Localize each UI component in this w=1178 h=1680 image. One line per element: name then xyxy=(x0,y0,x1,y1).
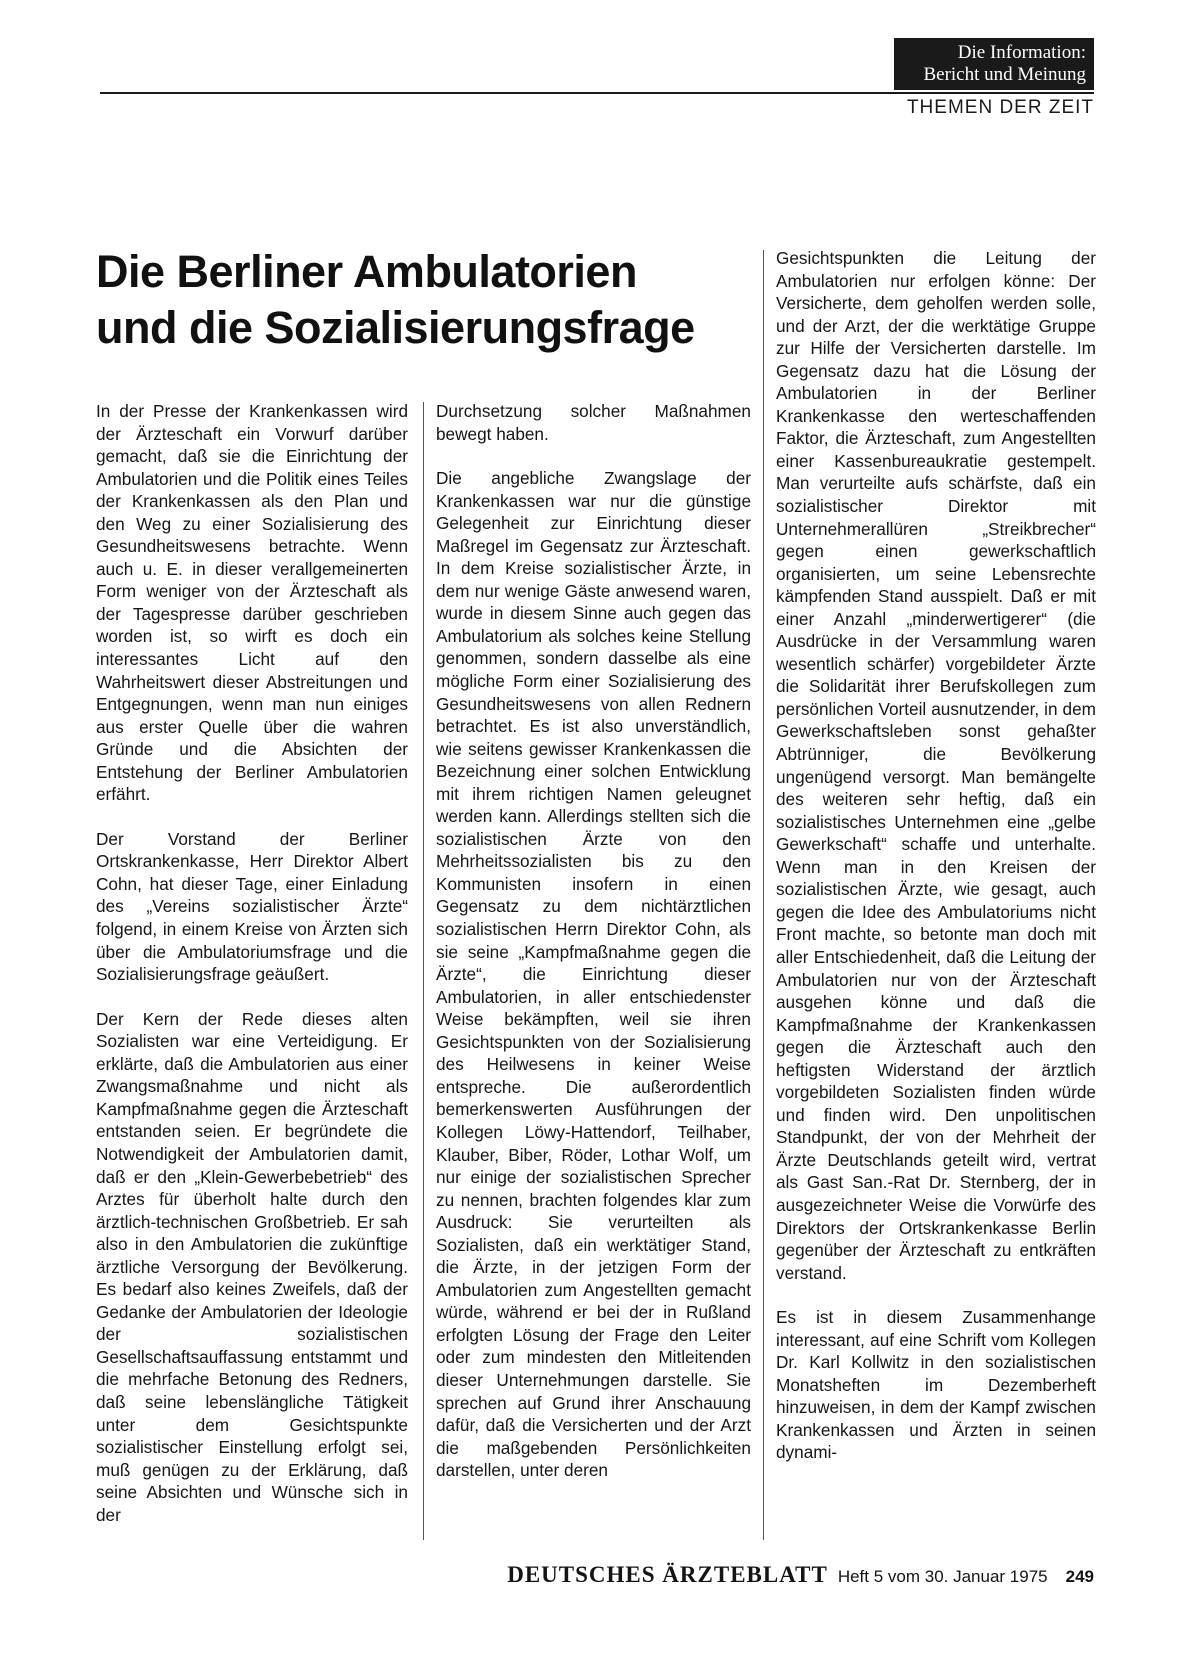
paragraph: Der Vorstand der Berliner Ortskrankenkasse, Herr Direktor Albert Cohn, hat dieser Tage, einer Einladung des „Vereins sozialistischer Ärzte“ folgend, in einem Kreise von Ärzten sich über die Ambulatoriumsfrage und die Sozialisierungsfrage geäußert. xyxy=(96,828,408,985)
article-title xyxy=(96,244,736,356)
journal-name: DEUTSCHES ÄRZTEBLATT xyxy=(507,1562,828,1587)
article-title-line2: und die Sozialisierungsfrage xyxy=(96,302,695,353)
article-title-line1: Die Berliner Ambulatorien xyxy=(96,246,637,297)
section-label: THEMEN DER ZEIT xyxy=(906,97,1094,118)
paragraph: Der Kern der Rede dieses alten Sozialisten war eine Verteidigung. Er erklärte, daß die Ambulatorien aus einer Zwangsmaßnahme und nicht als Kampfmaßnahme gegen die Ärzteschaft entstanden seien. Er begründete die Notwendigkeit der Ambulatorien damit, daß er den „Klein-Gewerbebetrieb“ des Arztes für überholt halte durch den ärztlich-technischen Großbetrieb. Er sah also in den Ambulatorien die zukünftige ärztliche Versorgung der Bevölkerung. Es bedarf also keines Zweifels, daß der Gedanke der Ambulatorien der Ideologie der sozialistischen Gesellschaftsauffassung entstammt und die mehrfache Betonung des Redners, daß seine lebenslängliche Tätigkeit unter dem Gesichtspunkte sozialistischer Einstellung erfolgt sei, muß genügen zu der Erklärung, daß seine Absichten und Wünsche sich in der xyxy=(96,1008,408,1525)
paragraph: Durchsetzung solcher Maßnahmen bewegt haben. xyxy=(436,401,751,444)
paragraph: In der Presse der Krankenkassen wird der Ärzteschaft ein Vorwurf darüber gemacht, daß sie die Einrichtung der Ambulatorien und die Politik eines Teiles der Krankenkassen als den Plan und den Weg zu einer Sozialisierung des Gesundheitswesens betrachte. Wenn auch u. E. in dieser verallgemeinerten Form weniger von der Ärzteschaft als der Tagespresse darüber geschrieben worden ist, so wirft es doch ein interessantes Licht auf den Wahrheitswert dieser Abstreitungen und Entgegnungen, wenn man nun einiges aus erster Quelle über die wahren Gründe und die Absichten der Entstehung der Berliner Ambulatorien erfährt. xyxy=(96,401,408,805)
paragraph: Gesichtspunkten die Leitung der Ambulatorien nur erfolgen könne: Der Versicherte, dem geholfen werden solle, und der Arzt, der die werktätige Gruppe zur Hilfe der Versicherten darstelle. Im Gegensatz dazu hat die Lösung der Ambulatorien in der Berliner Krankenkasse den werteschaffenden Faktor, die Ärzteschaft, zum Angestellten einer Kassenbureaukratie gestempelt. Man verurteilte aufs schärfste, daß ein sozialistischer Direktor mit Unternehmerallüren „Streikbrecher“ gegen einen gewerkschaftlich organisierten, um seine Lebensrechte kämpfenden Stand ausspielt. Daß er mit einer Anzahl „minderwertigerer“ (die Ausdrücke in der Versammlung waren wesentlich schärfer) vorgebildeter Ärzte die Solidarität ihrer Berufskollegen zum persönlichen Vorteil ausnutzender, in dem Gewerkschaftsleben sonst gehaßter Abtrünniger, die Bevölkerung ungenügend versorgt. Man bemängelte des weiteren sehr heftig, daß ein sozialistisches Unternehmen eine „gelbe Gewerkschaft“ schaffe und unterhalte. Wenn man in den Kreisen der sozialistischen Ärzte, wie gesagt, auch gegen die Idee des Ambulatoriums nicht Front machte, so betonte man doch mit aller Entschiedenheit, daß die Leitung der Ambulatorien nur von der Ärzteschaft ausgehen könne und daß die Kampfmaßnahme der Krankenkassen gegen die Ärzteschaft auch den heftigsten Widerstand der ärztlich vorgebildeten Sozialisten finden würde und finden wird. Den unpolitischen Standpunkt, der von der Mehrheit der Ärzte Deutschlands geteilt wird, vertrat als Gast San.-Rat Dr. Sternberg, der in ausgezeichneter Weise die Vorwürfe des Direktors der Ortskrankenkasse Berlin gegenüber der Ärzteschaft zu entkräften verstand. xyxy=(776,248,1096,1283)
rubric-badge xyxy=(894,38,1094,90)
rubric-badge-line2: Bericht und Meinung xyxy=(923,64,1086,85)
header-rule xyxy=(100,92,1094,94)
column-divider xyxy=(423,402,424,1540)
rubric-badge-line1: Die Information: xyxy=(957,42,1086,63)
text-column-2 xyxy=(436,400,751,1482)
paragraph: Die angebliche Zwangslage der Krankenkassen war nur die günstige Gelegenheit zur Einrichtung dieser Maßregel im Gegensatz zur Ärzteschaft. In dem Kreise sozialistischer Ärzte, in dem nur wenige Gäste anwesend waren, wurde in diesem Sinne auch gegen das Ambulatorium als solches keine Stellung genommen, sondern dasselbe als eine mögliche Form einer Sozialisierung des Gesundheitswesens von allen Rednern betrachtet. Es ist also unverständlich, wie seitens gewisser Krankenkassen die Bezeichnung einer solchen Entwicklung mit ihrem richtigen Namen geleugnet werden kann. Allerdings stellten sich die sozialistischen Ärzte von den Mehrheitssozialisten bis zu den Kommunisten insofern in einen Gegensatz zu dem nichtärztlichen sozialistischen Herrn Direktor Cohn, als sie seine „Kampfmaßnahme gegen die Ärzte“, die Einrichtung dieser Ambulatorien, in aller entschiedenster Weise bekämpften, weil sie ihren Gesichtspunkten von der Sozialisierung des Heilwesens in keiner Weise entspreche. Die außerordentlich bemerkenswerten Ausführungen der Kollegen Löwy-Hattendorf, Teilhaber, Klauber, Biber, Röder, Lothar Wolf, um nur einige der sozialistischen Sprecher zu nennen, brachten folgendes klar zum Ausdruck: Sie verurteilten als Sozialisten, daß ein werktätiger Stand, die Ärzte, in der jetzigen Form der Ambulatorien zum Angestellten gemacht würde, während er bei der in Rußland erfolgten Lösung der Frage den Leiter oder zum mindesten den Mitleitenden dieser Unternehmungen darstelle. Sie sprechen auf Grund ihrer Anschauung dafür, daß die Versicherten und der Arzt die maßgebenden Persönlichkeiten darstellen, unter deren xyxy=(436,468,751,1481)
text-column-1 xyxy=(96,400,408,1526)
page-footer xyxy=(507,1562,1094,1588)
issue-info: Heft 5 vom 30. Januar 1975 xyxy=(837,1567,1048,1586)
paragraph: Es ist in diesem Zusammenhange interessant, auf eine Schrift vom Kollegen Dr. Karl Kollwitz in den sozialistischen Monatsheften im Dezemberheft hinzuweisen, in dem der Kampf zwischen Krankenkassen und Ärzten in seinen dynami- xyxy=(776,1307,1096,1463)
column-divider xyxy=(763,250,764,1540)
text-column-3 xyxy=(776,247,1096,1464)
page-number: 249 xyxy=(1065,1567,1094,1586)
